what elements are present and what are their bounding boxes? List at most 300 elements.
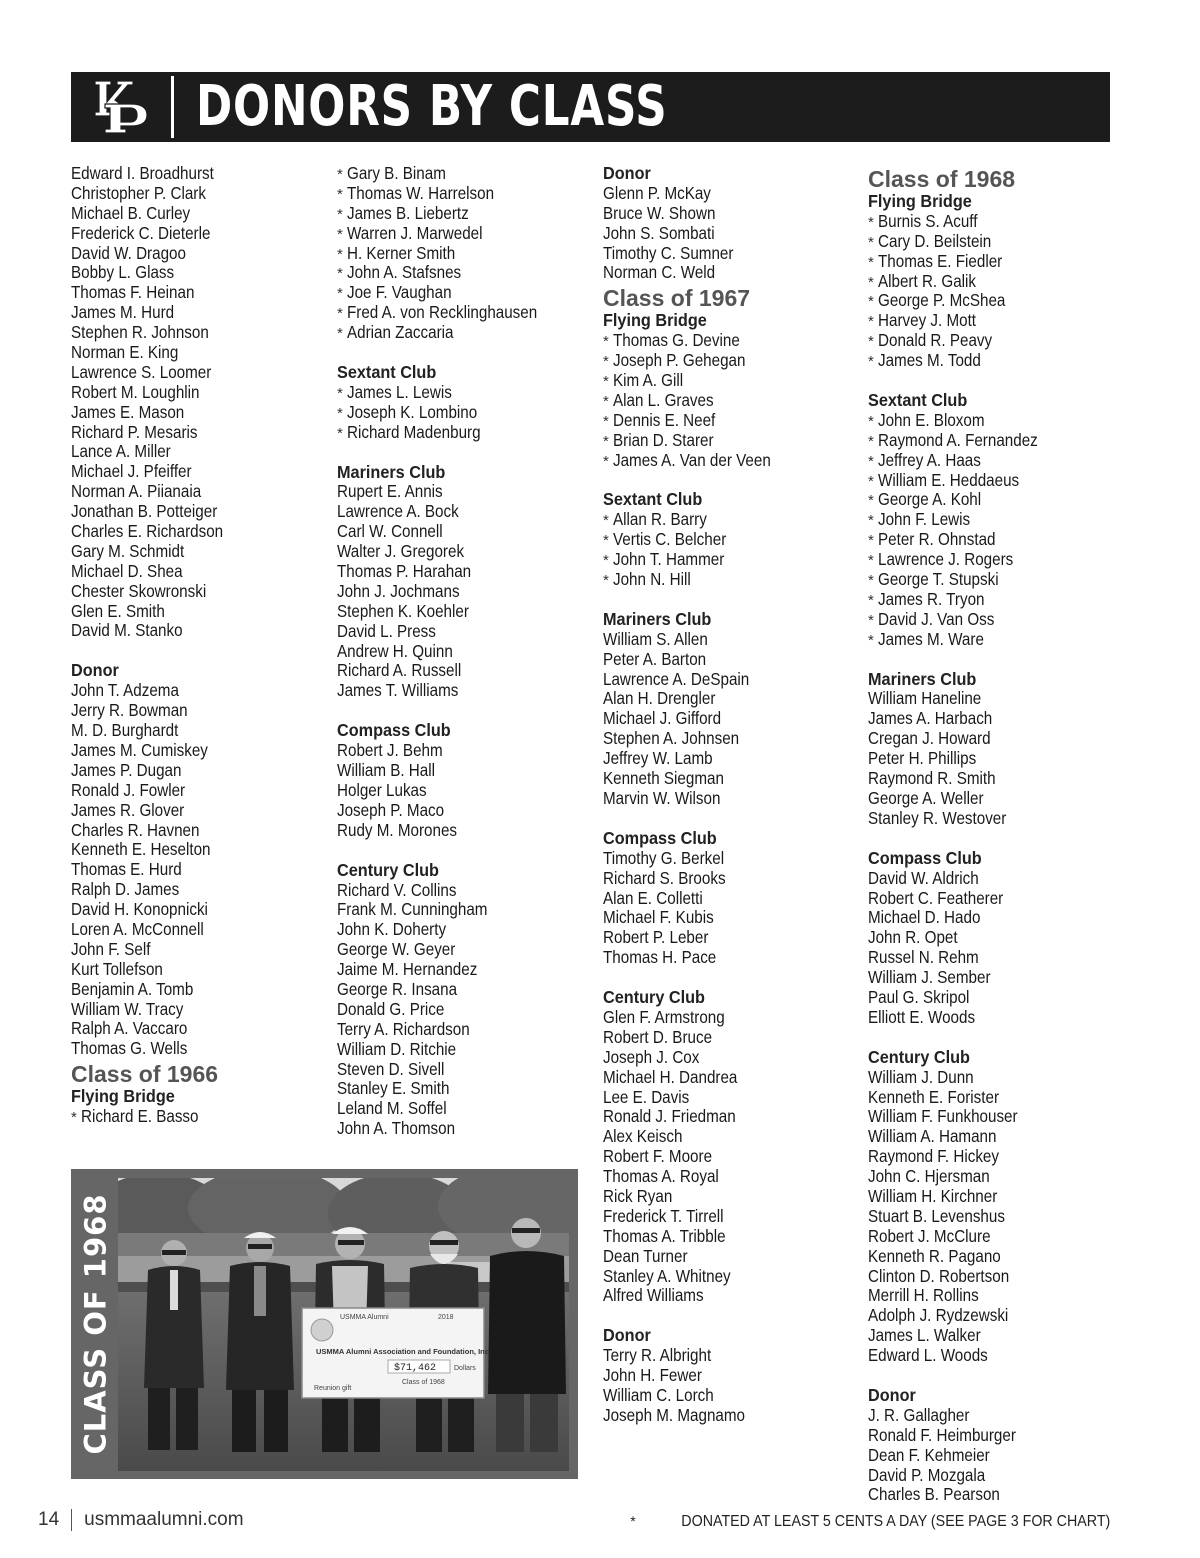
donor-list <box>868 212 1128 371</box>
donor-name-text: Joe F. Vaughan <box>347 282 452 303</box>
donor-name <box>337 562 597 582</box>
giving-level-heading <box>71 1087 331 1107</box>
donor-name-text: Allan R. Barry <box>613 509 707 530</box>
donor-name-text: John T. Adzema <box>71 680 179 701</box>
donor-name-text: David W. Dragoo <box>71 242 186 263</box>
donor-name-text: Charles R. Havnen <box>71 819 200 840</box>
donor-name-text: George R. Insana <box>337 978 458 999</box>
donor-name <box>603 1187 863 1207</box>
section-gap <box>603 590 863 610</box>
donor-name-text: Bruce W. Shown <box>603 202 716 223</box>
donor-name-text: Timothy C. Sumner <box>603 242 734 263</box>
donor-name <box>868 1346 1128 1366</box>
donor-name-text: George A. Kohl <box>878 489 982 510</box>
donor-name <box>603 789 863 809</box>
svg-text:USMMA Alumni Association and F: USMMA Alumni Association and Foundation, Inc. <box>316 1347 491 1356</box>
section-gap <box>603 1306 863 1326</box>
donor-name-text: Norman A. Piianaia <box>71 481 202 502</box>
donor-name <box>71 621 331 641</box>
svg-text:Reunion gift: Reunion gift <box>314 1385 352 1392</box>
column-2 <box>337 164 597 1139</box>
donor-name <box>337 184 597 204</box>
donor-name <box>603 411 863 431</box>
donor-name-text: Andrew H. Quinn <box>337 640 453 661</box>
donor-name-text: Cary D. Beilstein <box>878 230 992 251</box>
donor-name <box>337 661 597 681</box>
giving-level-label: Donor <box>603 163 651 183</box>
donor-name <box>603 1107 863 1127</box>
donor-name <box>868 1306 1128 1326</box>
donor-name <box>603 530 863 550</box>
donor-name-text: James L. Walker <box>868 1325 981 1346</box>
donor-name <box>71 801 331 821</box>
donor-name <box>337 821 597 841</box>
donor-name <box>603 451 863 471</box>
donor-name-text: Michael J. Pfeiffer <box>71 461 192 482</box>
donor-name-text: Brian D. Starer <box>613 429 714 450</box>
donor-name <box>603 1147 863 1167</box>
donor-name <box>71 1107 331 1127</box>
donor-name-text: William E. Heddaeus <box>878 469 1020 490</box>
donor-name-text: James L. Lewis <box>347 381 452 402</box>
donor-name-text: Richard A. Russell <box>337 660 462 681</box>
donor-name <box>603 431 863 451</box>
section-gap <box>603 968 863 988</box>
donor-name-text: Benjamin A. Tomb <box>71 978 194 999</box>
donor-name-text: James M. Ware <box>878 628 984 649</box>
donor-name <box>603 1267 863 1287</box>
donor-name <box>868 928 1128 948</box>
giving-level-heading <box>603 1326 863 1346</box>
donor-name-text: Lawrence A. DeSpain <box>603 668 750 689</box>
donor-name <box>868 1088 1128 1108</box>
donor-list <box>603 630 863 809</box>
donor-name-text: Donald R. Peavy <box>878 330 993 351</box>
donor-name <box>868 889 1128 909</box>
donor-name-text: George T. Stupski <box>878 569 999 590</box>
section-gap <box>868 829 1128 849</box>
donor-name-text: Bobby L. Glass <box>71 262 175 283</box>
column-3 <box>603 164 863 1426</box>
donor-name-text: Terry A. Richardson <box>337 1018 470 1039</box>
donor-name <box>71 940 331 960</box>
donor-name-text: Elliott E. Woods <box>868 1006 976 1027</box>
donor-name <box>868 1446 1128 1466</box>
donor-name <box>337 960 597 980</box>
class-year-heading: Class of 1967 <box>603 285 751 312</box>
donor-name-text: Richard S. Brooks <box>603 867 726 888</box>
donor-name-text: David W. Aldrich <box>868 867 979 888</box>
donor-name <box>337 1099 597 1119</box>
donor-list <box>337 881 597 1140</box>
donor-name-text: Raymond A. Fernandez <box>878 429 1038 450</box>
section-gap <box>337 701 597 721</box>
donor-name <box>603 550 863 570</box>
donor-name-text: David J. Van Oss <box>878 608 995 629</box>
donor-name-text: Joseph P. Gehegan <box>613 350 746 371</box>
donor-name <box>868 1247 1128 1267</box>
donor-name-text: Robert P. Leber <box>603 927 709 948</box>
donor-name-text: John A. Stafsnes <box>347 262 462 283</box>
footer-note-text: DONATED AT LEAST 5 CENTS A DAY (SEE PAGE 3 FOR CHART) <box>681 1513 1110 1530</box>
donor-name-text: Peter R. Ohnstad <box>878 529 996 550</box>
donor-list <box>868 869 1128 1028</box>
donor-name-text: Jonathan B. Potteiger <box>71 501 218 522</box>
donor-name <box>603 331 863 351</box>
donor-name <box>603 1227 863 1247</box>
donor-name-text: Rick Ryan <box>603 1185 673 1206</box>
donor-name <box>71 681 331 701</box>
donor-name <box>868 510 1128 530</box>
donor-name-text: David L. Press <box>337 620 436 641</box>
class-photo <box>118 1178 569 1471</box>
donor-name <box>603 908 863 928</box>
donor-name <box>71 960 331 980</box>
donor-name <box>603 1068 863 1088</box>
donor-name-text: John S. Sombati <box>603 222 715 243</box>
donor-name <box>603 1207 863 1227</box>
donor-name <box>337 323 597 343</box>
class-year-heading: Class of 1966 <box>71 1061 219 1088</box>
donor-name-text: Thomas E. Hurd <box>71 859 182 880</box>
donor-name-text: Alan E. Colletti <box>603 887 703 908</box>
donor-name <box>337 881 597 901</box>
header-divider <box>171 76 174 138</box>
donor-name-text: Richard E. Basso <box>81 1106 199 1127</box>
giving-level-heading <box>868 1048 1128 1068</box>
site-link[interactable]: usmmaalumni.com <box>84 1509 244 1530</box>
donor-name <box>603 769 863 789</box>
giving-level-label: Century Club <box>337 859 439 880</box>
donor-name <box>337 303 597 323</box>
donor-name-text: Adolph J. Rydzewski <box>868 1305 1009 1326</box>
donor-name <box>71 403 331 423</box>
donor-name <box>71 542 331 562</box>
page-title: DONORS BY CLASS <box>196 74 668 139</box>
donor-name-text: Dennis E. Neef <box>613 409 716 430</box>
donor-name-text: James R. Tryon <box>878 588 985 609</box>
donor-name-text: William J. Dunn <box>868 1066 974 1087</box>
donor-name-text: Thomas A. Tribble <box>603 1225 726 1246</box>
donor-name-text: Kenneth E. Forister <box>868 1086 1000 1107</box>
donor-name <box>337 244 597 264</box>
donor-list <box>603 184 863 283</box>
donor-name <box>71 522 331 542</box>
donor-list <box>603 849 863 968</box>
donor-name-text: Donald G. Price <box>337 998 445 1019</box>
donor-name <box>603 1028 863 1048</box>
photo-vertical-text: CLASS OF 1968 <box>79 1193 114 1455</box>
class-photo-illustration <box>118 1178 569 1471</box>
donor-name-text: Richard P. Mesaris <box>71 421 198 442</box>
donor-name-text: Robert D. Bruce <box>603 1026 713 1047</box>
donor-name-text: Glenn P. McKay <box>603 182 711 203</box>
donor-name-text: Kenneth R. Pagano <box>868 1245 1001 1266</box>
giving-level-heading <box>868 391 1128 411</box>
donor-name-text: David H. Konopnicki <box>71 899 208 920</box>
donor-name-text: Charles E. Richardson <box>71 521 224 542</box>
donor-name <box>337 602 597 622</box>
donor-list <box>337 741 597 840</box>
section-gap <box>337 343 597 363</box>
donor-name <box>868 729 1128 749</box>
donor-name-text: Raymond R. Smith <box>868 768 996 789</box>
donor-name-text: William H. Kirchner <box>868 1185 998 1206</box>
donor-name-text: Ralph A. Vaccaro <box>71 1018 188 1039</box>
donor-name <box>603 1247 863 1267</box>
donor-name-text: Richard Madenburg <box>347 421 481 442</box>
donor-name-text: Stephen A. Johnsen <box>603 728 740 749</box>
donor-name-text: John J. Jochmans <box>337 580 460 601</box>
donor-name-text: Jaime M. Hernandez <box>337 959 478 980</box>
svg-text:$71,462: $71,462 <box>394 1363 437 1374</box>
donor-name-text: Christopher P. Clark <box>71 182 206 203</box>
donor-name-text: Thomas G. Devine <box>613 330 740 351</box>
donor-name-text: J. R. Gallagher <box>868 1404 970 1425</box>
donor-name <box>603 729 863 749</box>
giving-level-heading <box>603 311 863 331</box>
donor-name-text: Norman E. King <box>71 342 179 363</box>
class-year-heading: Class of 1968 <box>868 166 1016 192</box>
giving-level-label: Flying Bridge <box>868 191 972 211</box>
donor-name <box>71 482 331 502</box>
donor-name-text: Dean Turner <box>603 1245 688 1266</box>
donor-name-text: Alfred Williams <box>603 1285 704 1306</box>
donor-name <box>868 1466 1128 1486</box>
donor-name <box>337 622 597 642</box>
donor-name-text: James E. Mason <box>71 401 185 422</box>
donor-name <box>337 1119 597 1139</box>
donor-name <box>337 741 597 761</box>
donor-name <box>868 610 1128 630</box>
donor-name <box>337 522 597 542</box>
donor-name-text: Alex Keisch <box>603 1126 683 1147</box>
donor-name <box>868 948 1128 968</box>
donor-name-text: Adrian Zaccaria <box>347 322 454 343</box>
donor-name-text: Thomas W. Harrelson <box>347 182 495 203</box>
donor-name-text: Thomas P. Harahan <box>337 561 472 582</box>
donor-name <box>71 562 331 582</box>
donor-name-text: Michael B. Curley <box>71 202 191 223</box>
donor-name-text: Lawrence A. Bock <box>337 501 459 522</box>
donor-name-text: Ronald J. Friedman <box>603 1106 736 1127</box>
donor-name <box>868 709 1128 729</box>
donor-name-text: Marvin W. Wilson <box>603 787 721 808</box>
donor-name <box>337 204 597 224</box>
donor-list <box>337 482 597 701</box>
page-number: 14 <box>38 1509 60 1530</box>
donor-name-text: Burnis S. Acuff <box>878 210 978 231</box>
donor-name-text: H. Kerner Smith <box>347 242 456 263</box>
donor-name <box>603 1127 863 1147</box>
donor-name-text: John T. Hammer <box>613 549 725 570</box>
donor-name-text: Vertis C. Belcher <box>613 529 727 550</box>
donor-list <box>337 383 597 443</box>
donor-list <box>603 510 863 590</box>
giving-level-heading <box>868 670 1128 690</box>
section-gap <box>337 443 597 463</box>
donor-name <box>71 1019 331 1039</box>
donor-name <box>868 331 1128 351</box>
donor-name <box>603 570 863 590</box>
donor-name <box>603 184 863 204</box>
donor-name <box>71 323 331 343</box>
donor-name <box>868 351 1128 371</box>
donor-list <box>868 1406 1128 1505</box>
donor-name-text: Jeffrey W. Lamb <box>603 748 713 769</box>
donor-name-text: Merrill H. Rollins <box>868 1285 979 1306</box>
page-header <box>71 72 1110 142</box>
donor-name-text: Glen E. Smith <box>71 600 165 621</box>
donor-name-text: James M. Hurd <box>71 302 175 323</box>
donor-name <box>603 869 863 889</box>
donor-name-text: George P. McShea <box>878 290 1006 311</box>
donor-name-text: James A. Van der Veen <box>613 449 771 470</box>
donor-name-text: Jeffrey A. Haas <box>878 449 981 470</box>
donor-name-text: William A. Hamann <box>868 1126 997 1147</box>
giving-level-label: Mariners Club <box>603 608 712 629</box>
donor-name <box>71 860 331 880</box>
donor-name-text: Rudy M. Morones <box>337 819 458 840</box>
donor-name <box>337 900 597 920</box>
donor-name <box>337 224 597 244</box>
donor-name <box>868 272 1128 292</box>
donor-name <box>71 761 331 781</box>
giving-level-label: Century Club <box>603 987 705 1008</box>
donor-name <box>71 721 331 741</box>
donor-name-text: Lee E. Davis <box>603 1086 690 1107</box>
donor-name <box>603 689 863 709</box>
donor-name <box>603 1346 863 1366</box>
donor-name-text: Cregan J. Howard <box>868 728 991 749</box>
donor-name-text: Stuart B. Levenshus <box>868 1205 1005 1226</box>
photo-vertical-label <box>73 1169 119 1479</box>
donor-name <box>337 642 597 662</box>
donor-name <box>71 1039 331 1059</box>
donor-name-text: Edward L. Woods <box>868 1345 988 1366</box>
giving-level-label: Sextant Club <box>868 390 968 411</box>
donor-name <box>71 204 331 224</box>
donor-name <box>868 1147 1128 1167</box>
donor-name-text: Raymond F. Hickey <box>868 1146 999 1167</box>
donor-name <box>337 502 597 522</box>
donor-name <box>337 283 597 303</box>
donor-name <box>71 383 331 403</box>
donor-name-text: Robert J. Behm <box>337 740 443 761</box>
donor-name <box>337 1020 597 1040</box>
donor-name <box>868 232 1128 252</box>
donor-name-text: Norman C. Weld <box>603 262 716 283</box>
donor-name <box>337 263 597 283</box>
donor-name-text: Gary M. Schmidt <box>71 540 185 561</box>
giving-level-heading <box>337 861 597 881</box>
donor-name-text: William F. Funkhouser <box>868 1106 1018 1127</box>
donor-name <box>603 263 863 283</box>
donor-name-text: John F. Lewis <box>878 509 971 530</box>
donor-name <box>868 1068 1128 1088</box>
donor-name <box>71 502 331 522</box>
donor-name <box>868 291 1128 311</box>
donor-name-text: Edward I. Broadhurst <box>71 163 214 183</box>
giving-level-label: Sextant Club <box>603 489 703 510</box>
giving-level-label: Donor <box>603 1325 651 1346</box>
svg-text:Class of 1968: Class of 1968 <box>402 1379 445 1386</box>
giving-level-heading <box>603 490 863 510</box>
star-marker: * <box>630 1513 636 1529</box>
donor-name-text: Walter J. Gregorek <box>337 541 465 562</box>
donor-name <box>868 570 1128 590</box>
donor-name-text: Michael D. Hado <box>868 907 981 928</box>
donor-name-text: William W. Tracy <box>71 998 184 1019</box>
donor-name-text: James B. Liebertz <box>347 202 469 223</box>
donor-name <box>71 582 331 602</box>
donor-name-text: Albert R. Galik <box>878 270 977 291</box>
donor-name-text: Chester Skowronski <box>71 580 207 601</box>
donor-name-text: Ralph D. James <box>71 879 180 900</box>
donor-name-text: James P. Dugan <box>71 759 182 780</box>
donor-name-text: William D. Ritchie <box>337 1038 457 1059</box>
donor-name <box>603 351 863 371</box>
donor-name <box>337 801 597 821</box>
donor-name <box>71 920 331 940</box>
donor-name-text: John A. Thomson <box>337 1118 456 1139</box>
donor-list <box>71 164 331 641</box>
donor-name <box>868 411 1128 431</box>
donor-name-text: Kim A. Gill <box>613 370 684 391</box>
donor-name-text: Peter A. Barton <box>603 648 707 669</box>
donor-name-text: Dean F. Kehmeier <box>868 1444 990 1465</box>
donor-name-text: Loren A. McConnell <box>71 918 204 939</box>
donor-name <box>603 709 863 729</box>
donor-name <box>603 1406 863 1426</box>
donor-name-text: Steven D. Sivell <box>337 1058 445 1079</box>
donor-name-text: William B. Hall <box>337 760 436 781</box>
donor-name <box>337 781 597 801</box>
giving-level-label: Flying Bridge <box>71 1086 175 1107</box>
donor-name-text: John K. Doherty <box>337 919 447 940</box>
donor-name <box>603 391 863 411</box>
donor-name-text: Michael D. Shea <box>71 560 183 581</box>
donor-name <box>603 948 863 968</box>
donor-name <box>603 630 863 650</box>
donor-name-text: William Haneline <box>868 688 982 709</box>
donor-name <box>337 1079 597 1099</box>
donor-name-text: Lawrence S. Loomer <box>71 361 212 382</box>
donor-name <box>71 1000 331 1020</box>
donor-name-text: John C. Hjersman <box>868 1166 990 1187</box>
class-photo-frame <box>71 1169 578 1479</box>
donor-name-text: Thomas G. Wells <box>71 1038 188 1059</box>
giving-level-heading <box>603 164 863 184</box>
donor-name <box>71 980 331 1000</box>
donor-name-text: Kurt Tollefson <box>71 958 163 979</box>
giving-level-heading <box>603 988 863 1008</box>
section-gap <box>337 841 597 861</box>
donor-name <box>337 980 597 1000</box>
donor-name <box>71 462 331 482</box>
donor-name-text: Gary B. Binam <box>347 163 446 183</box>
donor-name-text: Lance A. Miller <box>71 441 171 462</box>
donor-name <box>603 510 863 530</box>
donor-name-text: George A. Weller <box>868 787 984 808</box>
donor-name-text: Thomas E. Fiedler <box>878 250 1003 271</box>
donor-name-text: Glen F. Armstrong <box>603 1006 725 1027</box>
giving-level-label: Donor <box>868 1384 916 1405</box>
donor-name-text: Kenneth Siegman <box>603 768 724 789</box>
donor-name <box>868 550 1128 570</box>
column-1 <box>71 164 331 1127</box>
donor-list <box>868 411 1128 650</box>
